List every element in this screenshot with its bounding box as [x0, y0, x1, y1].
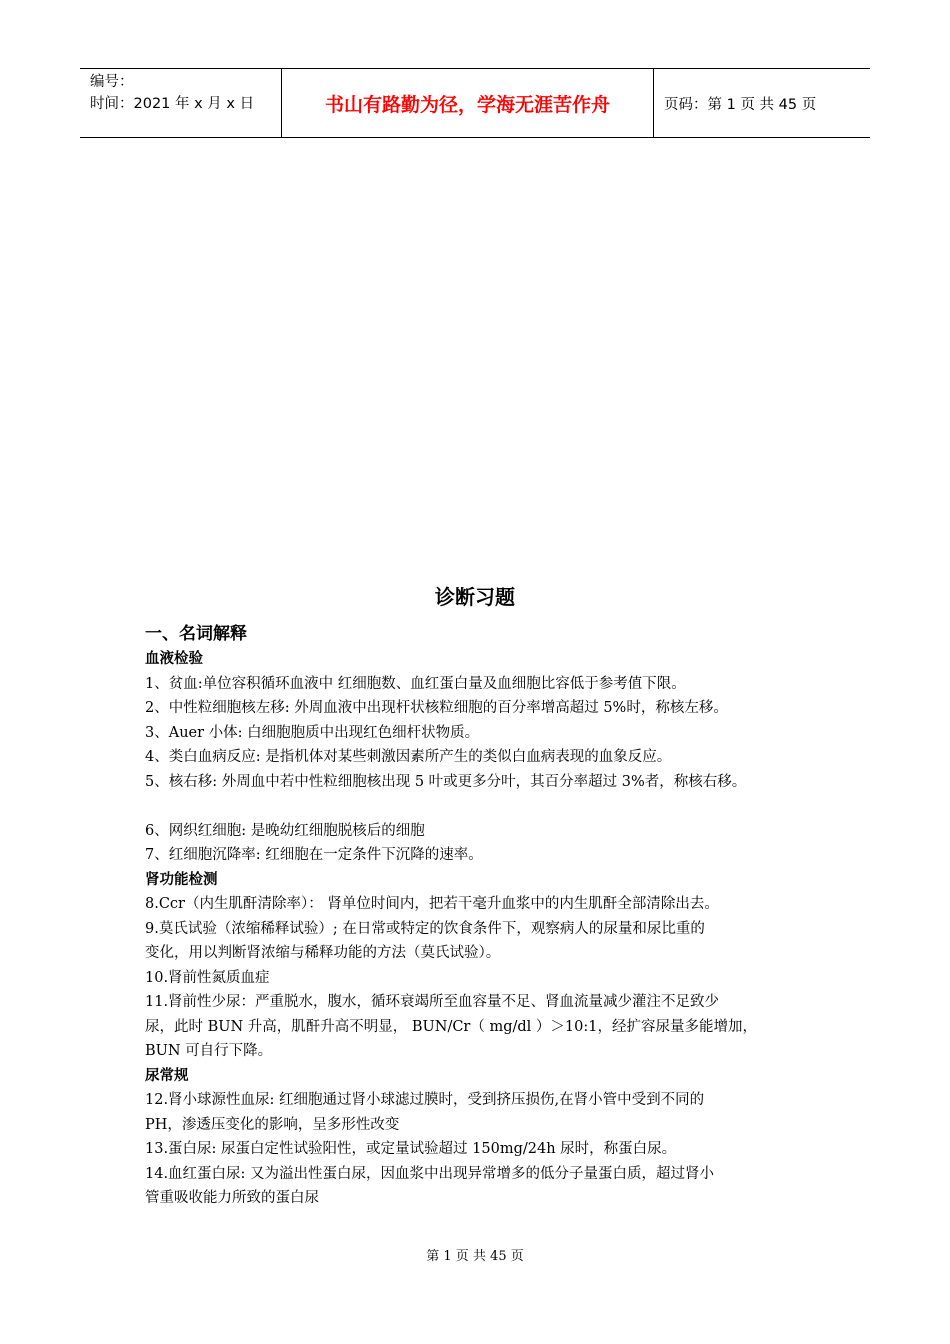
kidney-function-list	[145, 892, 825, 1064]
header-motto: 书山有路勤为径，学海无涯苦作舟	[281, 69, 654, 137]
paragraph-line: PH，渗透压变化的影响，呈多形性改变	[145, 1116, 400, 1133]
paragraph-line: 12.肾小球源性血尿: 红细胞通过肾小球滤过膜时，受到挤压损伤,在肾小管中受到不同的	[145, 1092, 705, 1108]
paragraph-line: 4、类白血病反应: 是指机体对某些刺激因素所产生的类似白血病表现的血象反应。	[145, 749, 672, 765]
paragraph-line: 7、红细胞沉降率: 红细胞在一定条件下沉降的速率。	[145, 847, 483, 863]
section-heading: 一、名词解释	[145, 624, 247, 644]
paragraph-line: 10.肾前性氮质血症	[145, 969, 270, 986]
document-body	[145, 621, 825, 1211]
date-label: 时间：2021 年 x 月 x 日	[90, 96, 255, 112]
paragraph-line: 11.肾前性少尿：严重脱水，腹水，循环衰竭所至血容量不足、肾血流量减少灌注不足致少	[145, 994, 720, 1010]
paragraph-line: 9.莫氏试验（浓缩稀释试验）; 在日常或特定的饮食条件下，观察病人的尿量和尿比重的	[145, 920, 705, 937]
urinalysis-list	[145, 1088, 825, 1211]
paragraph-line: 6、网织红细胞: 是晚幼红细胞脱核后的细胞	[145, 822, 425, 839]
paragraph-line: 3、Auer 小体: 白细胞胞质中出现红色细杆状物质。	[145, 724, 480, 741]
header-meta-cell	[80, 69, 281, 137]
document-title: 诊断习题	[435, 585, 515, 609]
paragraph-line: 尿，此时 BUN 升高，肌酐升高不明显， BUN/Cr（ mg/dl ）＞10:1，经扩容尿量多能增加，	[145, 1018, 757, 1035]
paragraph-line: 14.血红蛋白尿: 又为溢出性蛋白尿，因血浆中出现异常增多的低分子量蛋白质，超过肾小	[145, 1165, 715, 1182]
header-page-code: 页码：第 1 页 共 45 页	[664, 96, 817, 113]
paragraph-line: 1、贫血:单位容积循环血液中 红细胞数、血红蛋白量及血细胞比容低于参考值下限。	[145, 675, 686, 692]
urinalysis-heading: 尿常规	[145, 1067, 189, 1084]
blood-test-list	[145, 672, 825, 868]
paragraph-line: 13.蛋白尿: 尿蛋白定性试验阳性，或定量试验超过 150mg/24h 尿时，称蛋白尿。	[145, 1141, 677, 1157]
serial-number-label: 编号：	[90, 74, 134, 90]
paragraph-line: 5、核右移: 外周血中若中性粒细胞核出现 5 叶或更多分叶，其百分率超过 3%者，称核右移。	[145, 773, 747, 790]
paragraph-line: 管重吸收能力所致的蛋白尿	[145, 1190, 319, 1206]
blank-line	[145, 794, 825, 819]
paragraph-line: 2、中性粒细胞核左移: 外周血液中出现杆状核粒细胞的百分率增高超过 5%时，称核左移。	[145, 700, 728, 716]
paragraph-line: 变化，用以判断肾浓缩与稀释功能的方法（莫氏试验）。	[145, 945, 501, 961]
kidney-function-heading: 肾功能检测	[145, 871, 218, 888]
page-footer: 第 1 页 共 45 页	[426, 1249, 524, 1264]
paragraph-line: BUN 可自行下降。	[145, 1043, 273, 1059]
blood-test-heading: 血液检验	[145, 651, 203, 667]
paragraph-line: 8.Ccr（内生肌酐清除率）： 肾单位时间内，把若干毫升血浆中的内生肌酐全部清除出去。	[145, 896, 719, 912]
document-header	[80, 68, 870, 138]
